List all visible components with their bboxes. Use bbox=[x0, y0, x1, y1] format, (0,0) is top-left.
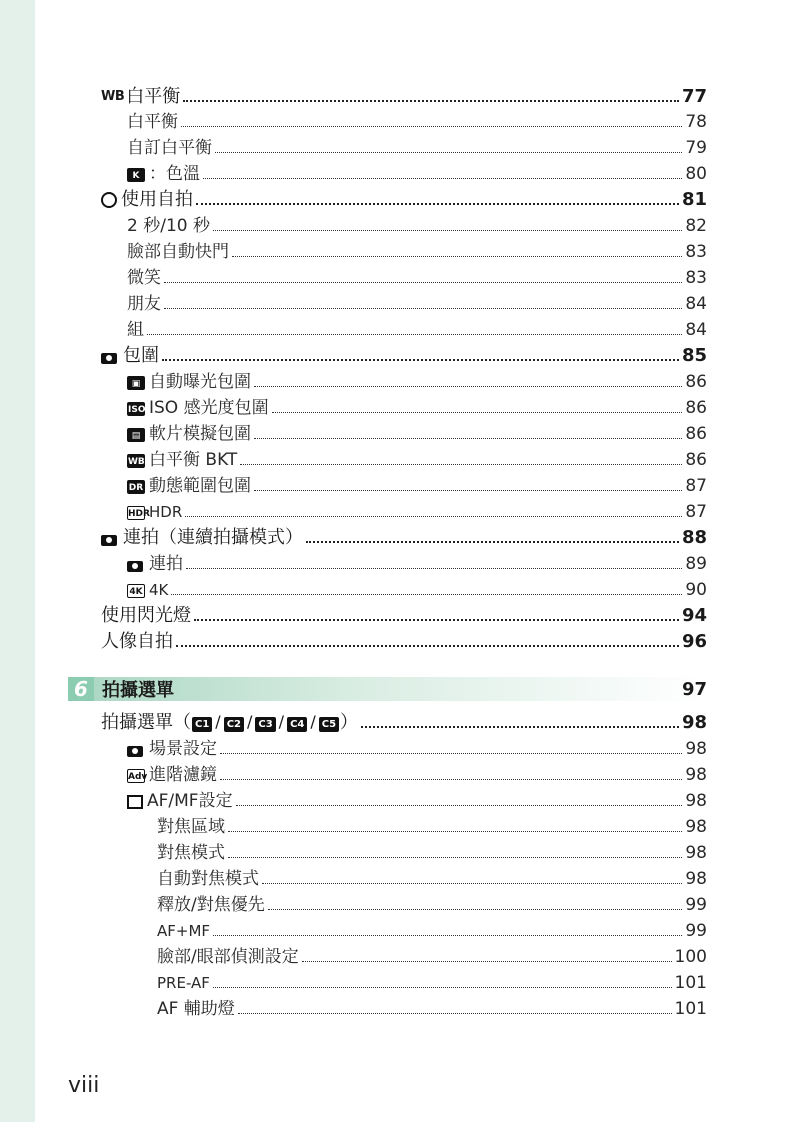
leader-dots bbox=[236, 805, 683, 806]
leader-dots bbox=[262, 883, 682, 884]
entry-page: 98 bbox=[685, 765, 707, 785]
leader-dots bbox=[194, 619, 679, 621]
toc-entry[interactable] bbox=[157, 942, 707, 968]
toc-entry[interactable] bbox=[127, 133, 707, 159]
entry-label: 軟片模擬包圍 bbox=[149, 424, 251, 444]
entry-page: 84 bbox=[685, 320, 707, 340]
entry-page: 99 bbox=[685, 895, 707, 915]
leader-dots bbox=[254, 386, 682, 387]
leader-dots bbox=[361, 726, 679, 728]
entry-label: 拍攝選單（ bbox=[101, 712, 191, 733]
film-bkt-icon: ▤ bbox=[127, 428, 145, 442]
entry-label: AF 輔助燈 bbox=[157, 999, 235, 1019]
entry-label: 使用自拍 bbox=[121, 189, 193, 210]
entry-label: 白平衡 bbox=[127, 112, 178, 132]
leader-dots bbox=[185, 516, 682, 517]
leader-dots bbox=[306, 541, 679, 543]
leader-dots bbox=[171, 594, 682, 595]
continuous-icon bbox=[101, 350, 119, 364]
entry-page: 89 bbox=[685, 554, 707, 574]
entry-page: 88 bbox=[681, 527, 707, 548]
leader-dots bbox=[147, 334, 682, 335]
entry-page: 82 bbox=[685, 216, 707, 236]
entry-label: 連拍 bbox=[149, 554, 183, 574]
toc-entry[interactable] bbox=[157, 968, 707, 994]
entry-page: 87 bbox=[685, 476, 707, 496]
leader-dots bbox=[302, 961, 672, 962]
entry-label: 朋友 bbox=[127, 294, 161, 314]
entry-label: 使用閃光燈 bbox=[101, 605, 191, 626]
leader-dots bbox=[220, 779, 682, 780]
entry-page: 99 bbox=[685, 921, 707, 941]
entry-label: 包圍 bbox=[123, 345, 159, 366]
entry-page: 98 bbox=[685, 869, 707, 889]
leader-dots bbox=[176, 645, 679, 647]
entry-page: 81 bbox=[681, 189, 707, 210]
toc-entry[interactable] bbox=[157, 838, 707, 864]
dr-bkt-icon: DR bbox=[127, 480, 145, 494]
side-strip bbox=[0, 0, 35, 1122]
toc-entry[interactable] bbox=[127, 367, 707, 393]
entry-label: AF+MF bbox=[157, 922, 211, 940]
entry-page: 98 bbox=[685, 791, 707, 811]
entry-label: 進階濾鏡 bbox=[149, 765, 217, 785]
toc-entry[interactable] bbox=[127, 445, 707, 471]
entry-page: 98 bbox=[685, 739, 707, 759]
af-frame-icon bbox=[127, 795, 143, 809]
entry-page: 78 bbox=[685, 112, 707, 132]
toc-entry[interactable] bbox=[127, 760, 707, 786]
toc-entry[interactable] bbox=[157, 890, 707, 916]
camera-icon bbox=[127, 743, 145, 757]
entry-page: 98 bbox=[685, 843, 707, 863]
toc-entry[interactable] bbox=[101, 627, 707, 653]
entry-page: 86 bbox=[685, 398, 707, 418]
entry-label: 自動對焦模式 bbox=[157, 869, 259, 889]
entry-label: 釋放/對焦優先 bbox=[157, 895, 265, 915]
toc-entry[interactable] bbox=[127, 237, 707, 263]
entry-page: 86 bbox=[685, 424, 707, 444]
entry-page: 77 bbox=[681, 86, 707, 107]
entry-label: HDR bbox=[149, 503, 183, 521]
leader-dots bbox=[183, 100, 679, 102]
custom-setting-icon: C1 bbox=[192, 717, 212, 732]
4k-icon: 4K bbox=[127, 584, 145, 598]
chapter-number: 6 bbox=[68, 677, 94, 701]
toc-entry[interactable] bbox=[127, 159, 707, 185]
toc-entry[interactable] bbox=[101, 708, 707, 734]
iso-bkt-icon: ISO bbox=[127, 402, 145, 416]
ae-bkt-icon: ▣ bbox=[127, 376, 145, 390]
entry-page: 84 bbox=[685, 294, 707, 314]
entry-page: 96 bbox=[681, 631, 707, 652]
chapter-page: 97 bbox=[681, 678, 707, 700]
custom-settings-icons: C1 / C2 / C3 / C4 / C5 bbox=[191, 712, 340, 732]
leader-dots bbox=[238, 1013, 672, 1014]
toc-entry[interactable] bbox=[101, 185, 707, 211]
leader-dots bbox=[254, 490, 682, 491]
entry-label: 對焦模式 bbox=[157, 843, 225, 863]
chapter-title: 拍攝選單 bbox=[102, 680, 174, 701]
leader-dots bbox=[228, 831, 682, 832]
entry-label: 臉部自動快門 bbox=[127, 242, 229, 262]
custom-setting-icon: C2 bbox=[224, 717, 244, 732]
entry-page: 94 bbox=[681, 605, 707, 626]
leader-dots bbox=[213, 935, 682, 936]
toc-entry[interactable] bbox=[127, 575, 707, 601]
toc-entry[interactable] bbox=[127, 419, 707, 445]
hdr-icon: HDR bbox=[127, 506, 145, 520]
toc-entry[interactable] bbox=[101, 601, 707, 627]
leader-dots bbox=[203, 178, 682, 179]
chapter-header[interactable] bbox=[68, 677, 707, 701]
entry-label: 白平衡 BKT bbox=[149, 450, 238, 470]
leader-dots bbox=[164, 282, 682, 283]
entry-label: ISO 感光度包圍 bbox=[149, 398, 269, 418]
continuous-icon bbox=[101, 532, 119, 546]
entry-page: 86 bbox=[685, 372, 707, 392]
entry-label: 動態範圍包圍 bbox=[149, 476, 251, 496]
k-icon: K bbox=[127, 168, 145, 182]
custom-setting-icon: C5 bbox=[319, 717, 339, 732]
leader-dots bbox=[213, 230, 682, 231]
entry-page: 101 bbox=[674, 999, 707, 1019]
toc-entry[interactable] bbox=[127, 263, 707, 289]
entry-label: 人像自拍 bbox=[101, 631, 173, 652]
entry-page: 80 bbox=[685, 164, 707, 184]
toc-entry[interactable] bbox=[101, 82, 707, 108]
leader-dots bbox=[213, 987, 672, 988]
entry-page: 83 bbox=[685, 242, 707, 262]
entry-label: 對焦區域 bbox=[157, 817, 225, 837]
toc-entry[interactable] bbox=[127, 107, 707, 133]
toc-entry[interactable] bbox=[127, 315, 707, 341]
toc-entry[interactable] bbox=[101, 341, 707, 367]
entry-label: 場景設定 bbox=[149, 739, 217, 759]
entry-page: 90 bbox=[685, 580, 707, 600]
entry-page: 100 bbox=[674, 947, 707, 967]
toc-entry[interactable] bbox=[157, 812, 707, 838]
custom-setting-icon: C4 bbox=[287, 717, 307, 732]
leader-dots bbox=[164, 308, 682, 309]
leader-dots bbox=[181, 126, 682, 127]
entry-page: 87 bbox=[685, 502, 707, 522]
leader-dots bbox=[162, 359, 679, 361]
entry-page: 98 bbox=[685, 817, 707, 837]
entry-label: 2 秒/10 秒 bbox=[127, 216, 210, 236]
toc-entry[interactable] bbox=[127, 211, 707, 237]
self-timer-icon bbox=[101, 192, 117, 208]
toc-entry[interactable] bbox=[127, 289, 707, 315]
toc-entry[interactable] bbox=[127, 471, 707, 497]
leader-dots bbox=[240, 464, 682, 465]
wb-bkt-icon: WB bbox=[127, 454, 145, 468]
entry-label: 連拍（連續拍攝模式） bbox=[123, 527, 303, 548]
leader-dots bbox=[232, 256, 682, 257]
page-number: viii bbox=[68, 1073, 100, 1098]
continuous-icon bbox=[127, 558, 145, 572]
toc-entry[interactable] bbox=[127, 497, 707, 523]
entry-label: 臉部/眼部偵測設定 bbox=[157, 947, 299, 967]
toc-entry[interactable] bbox=[157, 916, 707, 942]
entry-label-suffix: ） bbox=[340, 712, 359, 733]
toc-entry[interactable] bbox=[157, 864, 707, 890]
toc-entry[interactable] bbox=[127, 734, 707, 760]
leader-dots bbox=[272, 412, 683, 413]
toc-entry[interactable] bbox=[127, 393, 707, 419]
entry-page: 101 bbox=[674, 973, 707, 993]
entry-page: 86 bbox=[685, 450, 707, 470]
entry-page: 98 bbox=[681, 712, 707, 733]
leader-dots bbox=[196, 203, 679, 205]
entry-label: 自動曝光包圍 bbox=[149, 372, 251, 392]
toc-entry[interactable] bbox=[157, 994, 707, 1020]
entry-page: 79 bbox=[685, 138, 707, 158]
leader-dots bbox=[228, 857, 682, 858]
entry-label: AF/MF設定 bbox=[147, 791, 233, 811]
custom-setting-icon: C3 bbox=[255, 717, 275, 732]
entry-label: 4K bbox=[149, 581, 169, 599]
leader-dots bbox=[215, 152, 682, 153]
leader-dots bbox=[186, 568, 682, 569]
entry-page: 83 bbox=[685, 268, 707, 288]
leader-dots bbox=[268, 909, 683, 910]
entry-label: ：色溫 bbox=[149, 164, 200, 184]
leader-dots bbox=[220, 753, 682, 754]
leader-dots bbox=[254, 438, 682, 439]
adv-icon: Adv bbox=[127, 769, 145, 783]
wb-icon: WB bbox=[101, 89, 125, 104]
entry-label: 自訂白平衡 bbox=[127, 138, 212, 158]
entry-label: 組 bbox=[127, 320, 144, 340]
entry-label: 白平衡 bbox=[126, 86, 181, 107]
toc-entry[interactable] bbox=[101, 523, 707, 549]
entry-page: 85 bbox=[681, 345, 707, 366]
toc-entry[interactable] bbox=[127, 549, 707, 575]
entry-label: 微笑 bbox=[127, 268, 161, 288]
toc-entry[interactable] bbox=[127, 786, 707, 812]
entry-label: PRE-AF bbox=[157, 974, 210, 992]
